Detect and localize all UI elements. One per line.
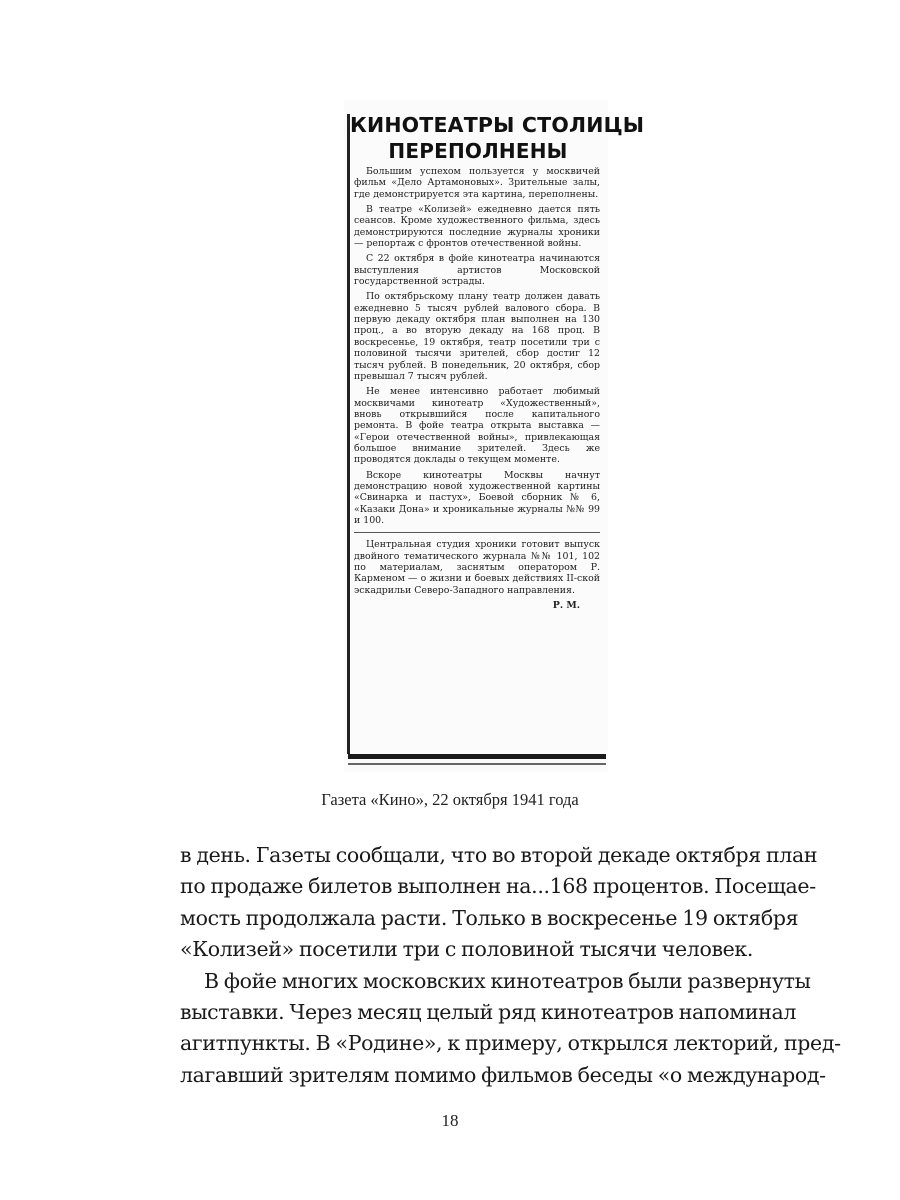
clipping-paragraph: Не менее интенсивно работает любимый москвичами кинотеатр «Художественный», вновь открывшийся после капитального ремонта. В фойе театра открыта выставка — «Герои отечественной войны», привлекающая большое внимание зрителей. Здесь же проводятся доклады о текущем моменте. — [354, 386, 600, 466]
body-line: по продаже билетов выполнен на...168 процентов. Посещае- — [180, 874, 816, 899]
newspaper-clipping — [344, 100, 645, 772]
clipping-headline-line1: КИНОТЕАТРЫ СТОЛИЦЫ — [350, 113, 645, 137]
clipping-paragraph: Большим успехом пользуется у москвичей фильм «Дело Артамоновых». Зрительные залы, где демонстрируется эта картина, переполнены. — [354, 166, 600, 200]
body-line: лагавший зрителям помимо фильмов беседы «о международ- — [180, 1062, 826, 1087]
body-line: В фойе многих московских кинотеатров были развернуты — [204, 968, 811, 993]
body-line: агитпункты. В «Родине», к примеру, открылся лекторий, пред- — [180, 1031, 841, 1056]
clipping-headline — [350, 112, 645, 164]
clipping-paragraph: Центральная студия хроники готовит выпуск двойного тематического журнала №№ 101, 102 по материалам, заснятым оператором Р. Карменом — о жизни и боевых действиях II-ской эскадрильи Северо-Западного направления. — [354, 539, 600, 596]
clipping-paragraph: В театре «Колизей» ежедневно дается пять сеансов. Кроме художественного фильма, здесь демонстрируются последние журналы хроники — репортаж с фронтов отечественной войны. — [354, 204, 600, 250]
body-line: выставки. Через месяц целый ряд кинотеатров напоминал — [180, 1000, 796, 1025]
clipping-divider — [354, 532, 600, 533]
clipping-paragraph: Вскоре кинотеатры Москвы начнут демонстрацию новой художественной картины «Свинарка и пастух», Боевой сборник № 6, «Казаки Дона» и хроникальные журналы №№ 99 и 100. — [354, 469, 600, 526]
clipping-bottom-rule-thin — [348, 763, 606, 765]
body-line: мость продолжала расти. Только в воскресенье 19 октября — [180, 905, 799, 930]
clipping-paragraph: По октябрьскому плану театр должен давать ежедневно 5 тысяч рублей валового сбора. В первую декаду октября план выполнен на 130 проц., а во вторую декаду на 168 проц. В воскресенье, 19 октября, театр посетили три с половиной тысячи зрителей, сбор достиг 12 тысяч рублей. В понедельник, 20 октября, сбор превышал 7 тысяч рублей. — [354, 291, 600, 382]
clipping-body — [354, 166, 600, 611]
body-text — [180, 840, 841, 1091]
page-number: 18 — [441, 1111, 459, 1130]
clipping-headline-line2: ПЕРЕПОЛНЕНЫ — [388, 139, 568, 163]
figure-caption: Газета «Кино», 22 октября 1941 года — [321, 790, 579, 809]
body-line: «Колизей» посетили три с половиной тысячи человек. — [180, 937, 754, 962]
body-line: в день. Газеты сообщали, что во второй декаде октября план — [180, 843, 818, 867]
clipping-left-rule — [347, 114, 350, 754]
clipping-signature: Р. М. — [552, 600, 580, 612]
clipping-bottom-rule — [348, 754, 606, 759]
clipping-paragraph: С 22 октября в фойе кинотеатра начинаются выступления артистов Московской государственной эстрады. — [354, 253, 600, 288]
